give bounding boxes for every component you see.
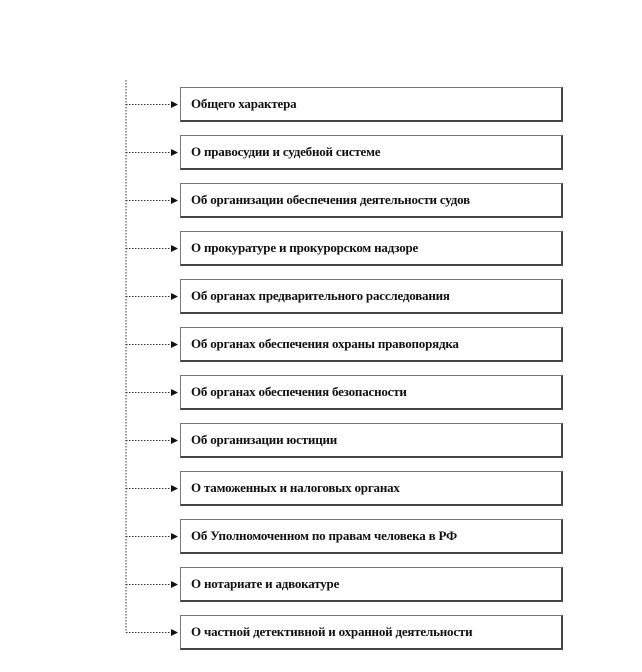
arrow-head-icon <box>171 245 178 252</box>
category-label: Об организации обеспечения деятельности судов <box>191 192 470 207</box>
category-box <box>180 423 563 458</box>
arrow-head-icon <box>171 485 178 492</box>
category-box <box>180 327 563 362</box>
arrow-head-icon <box>171 197 178 204</box>
arrow-head-icon <box>171 629 178 636</box>
arrow-head-icon <box>171 293 178 300</box>
arrow-head-icon <box>171 581 178 588</box>
arrow-head-icon <box>171 101 178 108</box>
category-label: О частной детективной и охранной деятельности <box>191 624 473 639</box>
category-label: Об органах предварительного расследования <box>191 288 450 303</box>
category-label: О таможенных и налоговых органах <box>191 480 400 495</box>
arrow-head-icon <box>171 389 178 396</box>
category-label: О нотариате и адвокатуре <box>191 576 340 591</box>
category-label: О правосудии и судебной системе <box>191 144 381 159</box>
category-label: Об органах обеспечения безопасности <box>191 384 407 399</box>
arrow-head-icon <box>171 437 178 444</box>
arrow-head-icon <box>171 341 178 348</box>
category-box <box>180 519 563 554</box>
category-box <box>180 87 563 122</box>
category-label: Об органах обеспечения охраны правопорядка <box>191 336 459 351</box>
category-box <box>180 375 563 410</box>
category-box <box>180 135 563 170</box>
category-label: Об организации юстиции <box>191 432 338 447</box>
category-box <box>180 279 563 314</box>
category-box <box>180 231 563 266</box>
category-box <box>180 567 563 602</box>
arrow-head-icon <box>171 533 178 540</box>
category-box <box>180 471 563 506</box>
category-label: О прокуратуре и прокурорском надзоре <box>191 240 419 255</box>
category-label: Об Уполномоченном по правам человека в РФ <box>191 528 457 543</box>
arrow-head-icon <box>171 149 178 156</box>
category-box <box>180 183 563 218</box>
category-label: Общего характера <box>191 96 297 111</box>
category-box <box>180 615 563 650</box>
